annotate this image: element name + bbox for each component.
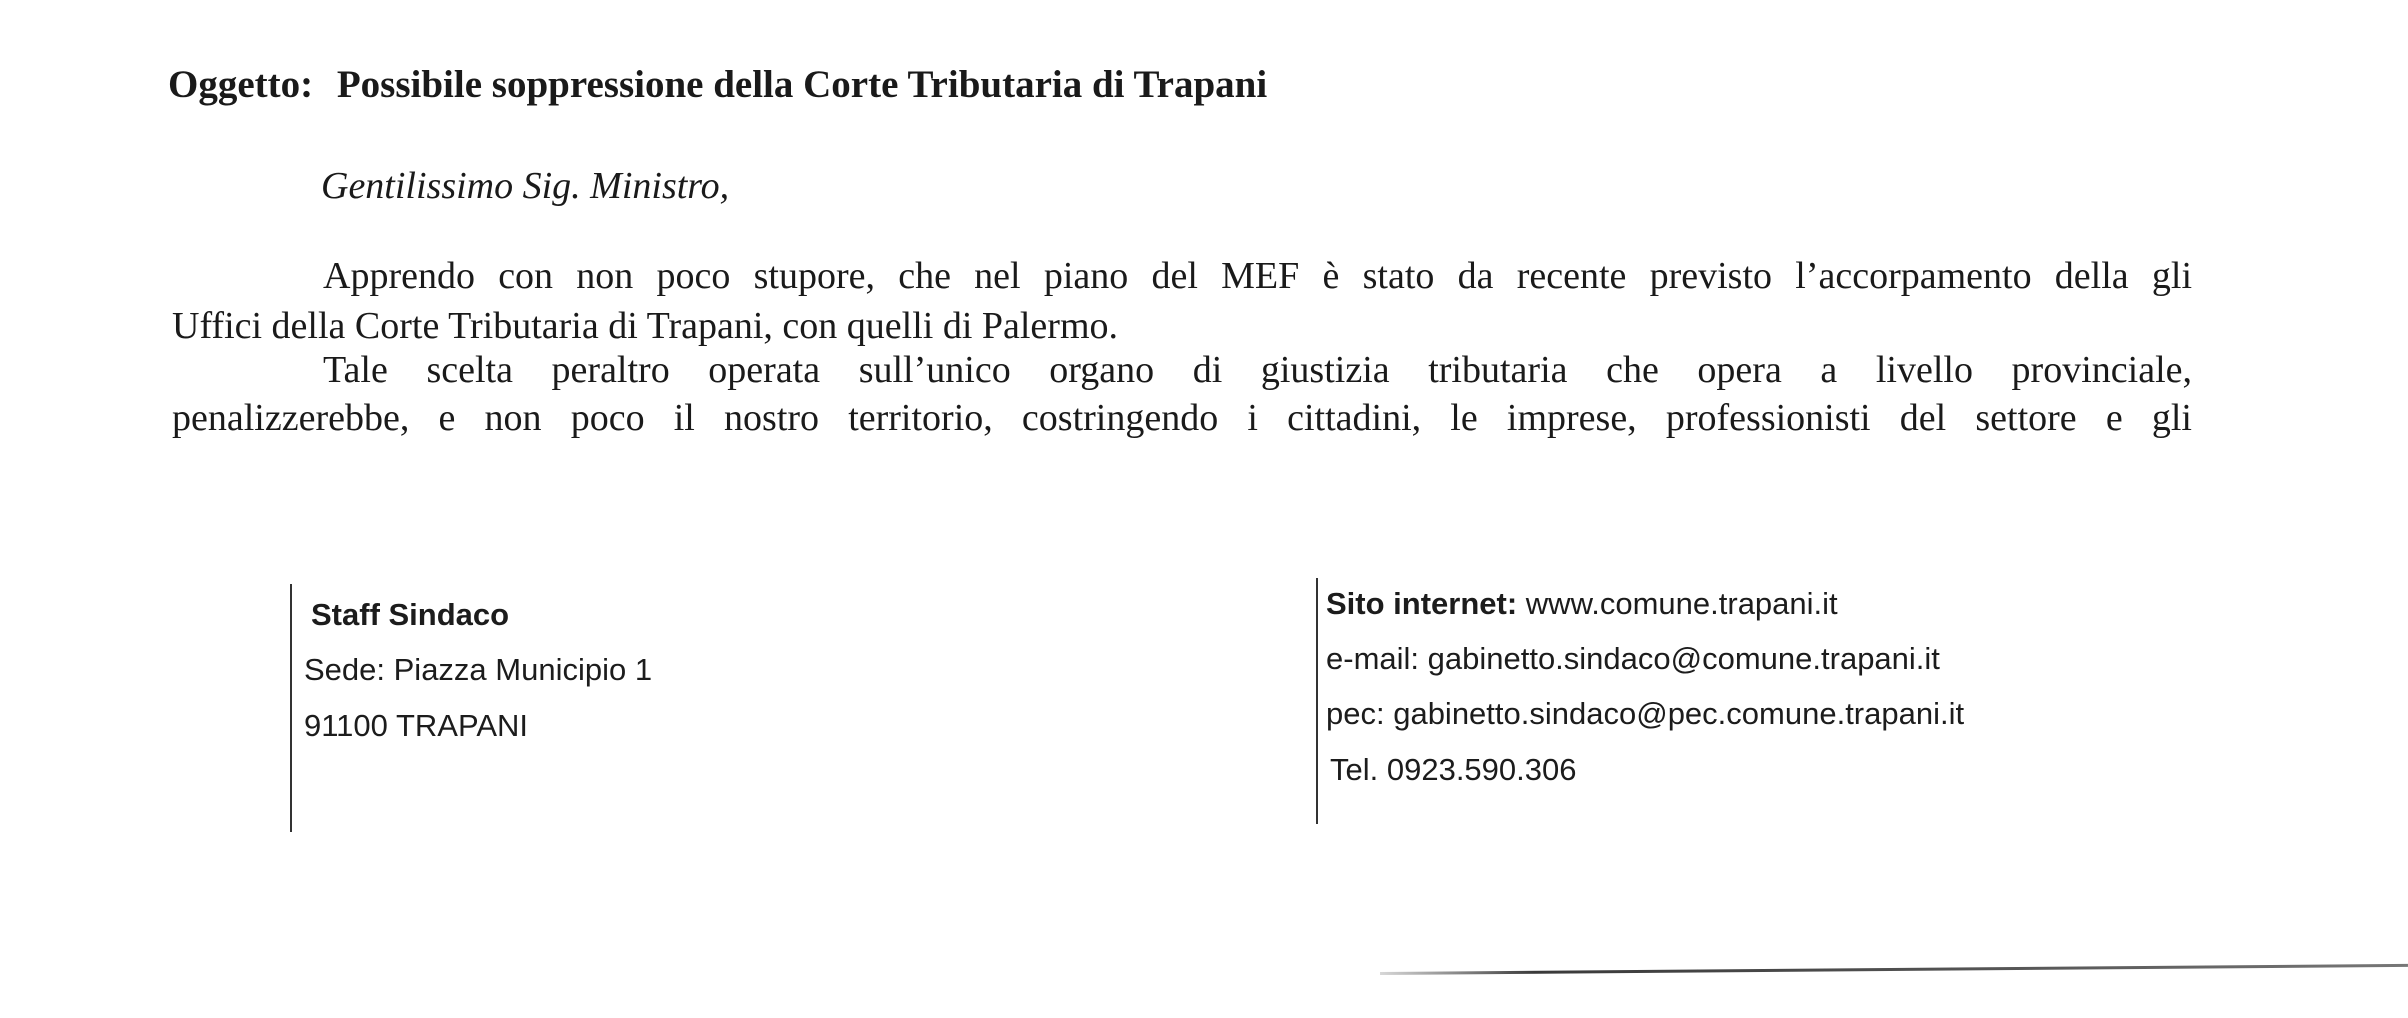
email-line[interactable]: e-mail: gabinetto.sindaco@comune.trapani.it: [1326, 641, 1940, 676]
website-line: [1326, 586, 1838, 622]
salutation: Gentilissimo Sig. Ministro,: [321, 165, 730, 207]
office-name: Staff Sindaco: [311, 597, 510, 632]
subject-line: [168, 62, 1267, 107]
footer-left-divider: [290, 584, 292, 832]
body-line: Apprendo con non poco stupore, che nel piano del MEF è stato da recente previsto l’accorpamento della gli: [323, 255, 2192, 297]
subject-label: Oggetto:: [168, 63, 314, 106]
bottom-rule: [1380, 964, 2408, 975]
footer-right-divider: [1316, 578, 1318, 824]
office-address: Sede: Piazza Municipio 1: [304, 652, 653, 687]
office-city: 91100 TRAPANI: [304, 708, 529, 743]
phone-line: Tel. 0923.590.306: [1330, 752, 1577, 787]
body-line: Tale scelta peraltro operata sull’unico organo di giustizia tributaria che opera a livello provinciale,: [323, 349, 2192, 391]
subject-text: Possibile soppressione della Corte Tributaria di Trapani: [336, 63, 1268, 106]
website-link[interactable]: www.comune.trapani.it: [1525, 586, 1838, 621]
pec-line[interactable]: pec: gabinetto.sindaco@pec.comune.trapani.it: [1326, 696, 1965, 731]
website-label: Sito internet:: [1326, 586, 1518, 621]
body-line: penalizzerebbe, e non poco il nostro territorio, costringendo i cittadini, le imprese, professionisti del settore e gli: [172, 397, 2192, 439]
body-line: Uffici della Corte Tributaria di Trapani, con quelli di Palermo.: [172, 305, 1119, 347]
